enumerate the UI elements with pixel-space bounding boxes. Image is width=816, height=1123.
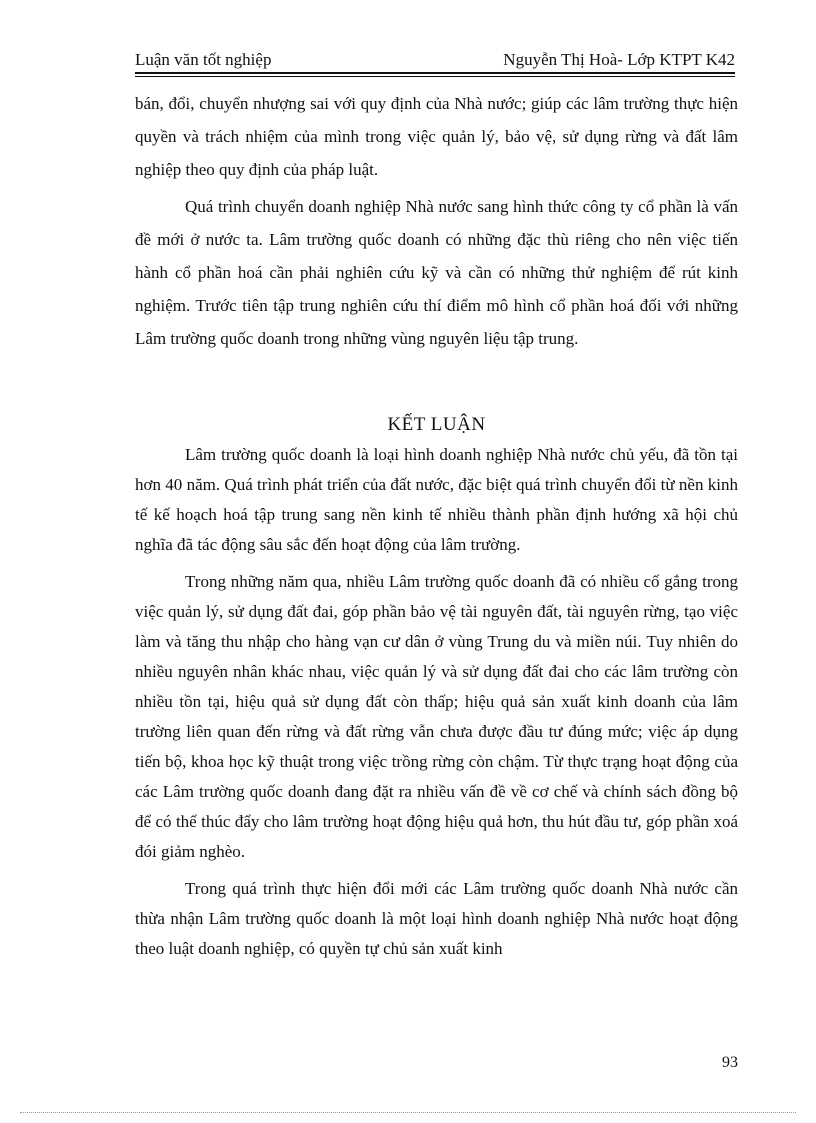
header-rule-thick (135, 72, 735, 74)
document-body (135, 88, 738, 971)
conclusion-paragraph-3: Trong quá trình thực hiện đổi mới các Lâm trường quốc doanh Nhà nước cần thừa nhận Lâm trường quốc doanh là một loại hình doanh nghiệp Nhà nước hoạt động theo luật doanh nghiệp, có quyền tự chủ sản xuất kinh (135, 879, 738, 959)
paragraph-continuation: bán, đổi, chuyển nhượng sai với quy định của Nhà nước; giúp các lâm trường thực hiện quyền và trách nhiệm của mình trong việc quản lý, bảo vệ, sử dụng rừng và đất lâm nghiệp theo quy định của pháp luật. (135, 94, 738, 179)
header-rule-thin (135, 76, 735, 77)
paragraph-equitization: Quá trình chuyển doanh nghiệp Nhà nước sang hình thức công ty cổ phần là vấn đề mới ở nước ta. Lâm trường quốc doanh có những đặc thù riêng cho nên việc tiến hành cổ phần hoá cần phải nghiên cứu kỹ và cần có những thử nghiệm để rút kinh nghiệm. Trước tiên tập trung nghiên cứu thí điểm mô hình cổ phần hoá đối với những Lâm trường quốc doanh trong những vùng nguyên liệu tập trung. (135, 197, 738, 348)
header-author-class: Nguyễn Thị Hoà- Lớp KTPT K42 (503, 50, 735, 69)
conclusion-section (135, 440, 738, 964)
page-header (135, 48, 735, 72)
conclusion-paragraph-1: Lâm trường quốc doanh là loại hình doanh nghiệp Nhà nước chủ yếu, đã tồn tại hơn 40 năm. Quá trình phát triển của đất nước, đặc biệt quá trình chuyển đổi từ nền kinh tế kế hoạch hoá tập trung sang nền kinh tế nhiều thành phần định hướng xã hội chủ nghĩa đã tác động sâu sắc đến hoạt động của lâm trường. (135, 445, 738, 555)
page-bottom-dotted-rule (20, 1112, 796, 1113)
conclusion-heading: KẾT LUẬN (387, 414, 486, 436)
page-number: 93 (722, 1054, 738, 1071)
header-thesis-title: Luận văn tốt nghiệp (135, 50, 272, 69)
conclusion-paragraph-2: Trong những năm qua, nhiều Lâm trường quốc doanh đã có nhiều cố gắng trong việc quản lý, sử dụng đất đai, góp phần bảo vệ tài nguyên đất, tài nguyên rừng, tạo việc làm và tăng thu nhập cho hàng vạn cư dân ở vùng Trung du và miền núi. Tuy nhiên do nhiều nguyên nhân khác nhau, việc quản lý và sử dụng đất đai cho các lâm trường còn nhiều tồn tại, hiệu quả sử dụng đất còn thấp; hiệu quả sản xuất kinh doanh của lâm trường liên quan đến rừng và đất rừng vẫn chưa được đầu tư đúng mức; việc áp dụng tiến bộ, khoa học kỹ thuật trong việc trồng rừng còn chậm. Từ thực trạng hoạt động của các Lâm trường quốc doanh đang đặt ra nhiều vấn đề về cơ chế và chính sách đồng bộ để có thể thúc đẩy cho lâm trường hoạt động hiệu quả hơn, thu hút đầu tư, góp phần xoá đói giảm nghèo. (135, 572, 738, 862)
